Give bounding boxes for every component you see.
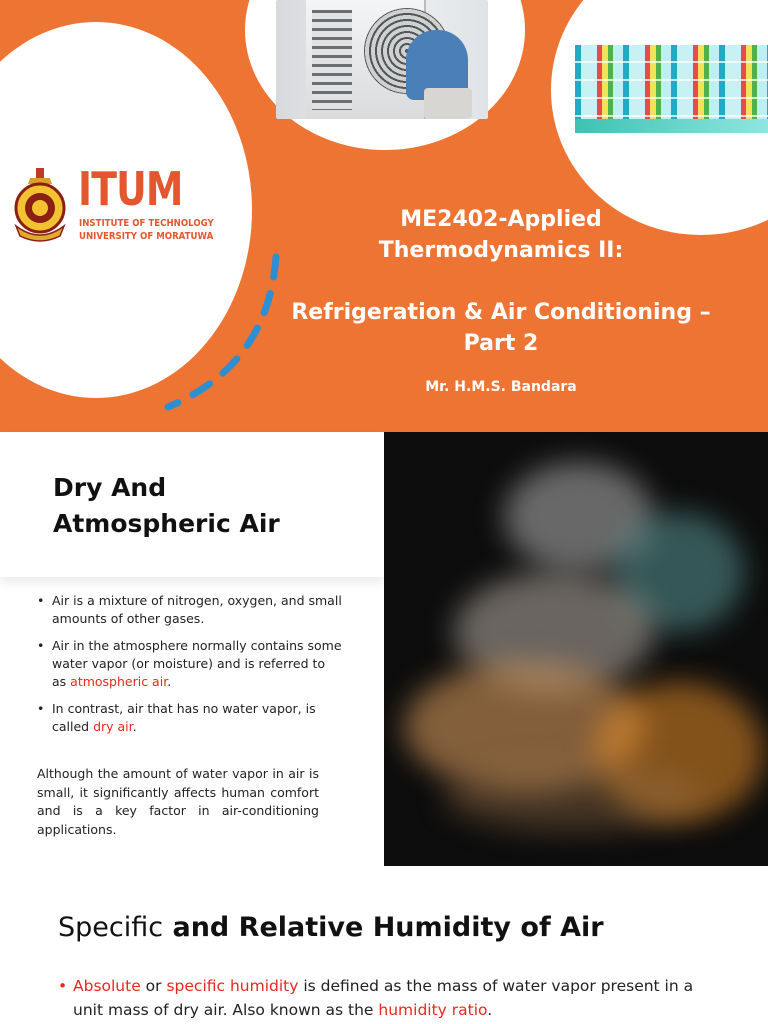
ac-technician-photo bbox=[276, 0, 488, 119]
title-line-3: Refrigeration & Air Conditioning – bbox=[291, 300, 711, 325]
highlight-term: humidity ratio bbox=[378, 1001, 488, 1019]
body-paragraph: Although the amount of water vapor in air is small, it significantly affects human comfort and is a key factor in air-conditioning applications. bbox=[37, 766, 319, 837]
list-item: • Air is a mixture of nitrogen, oxygen, and small amounts of other gases. bbox=[52, 592, 342, 628]
dry-atmospheric-air-slide bbox=[0, 432, 768, 870]
slide-heading: Specific and Relative Humidity of Air bbox=[58, 912, 604, 943]
logo-title: ITUM bbox=[78, 162, 183, 216]
heading-card bbox=[0, 432, 384, 577]
bullet-list bbox=[33, 592, 342, 745]
title-line-1: ME2402-Applied bbox=[400, 207, 602, 232]
highlight-term: Absolute bbox=[73, 977, 141, 995]
list-item: • Air in the atmosphere normally contains some water vapor (or moisture) and is referred to as atmospheric air. bbox=[52, 637, 342, 691]
author-name: Mr. H.M.S. Bandara bbox=[425, 379, 577, 395]
list-item: Absolute or specific humidity is defined as the mass of water vapor present in a unit mass of dry air. Also known as the humidity ratio. bbox=[73, 977, 694, 1019]
highlight-term: specific humidity bbox=[166, 977, 299, 995]
bullet-marker: • bbox=[58, 977, 68, 995]
highlight-term: atmospheric air bbox=[70, 674, 168, 689]
slide-heading: Dry And Atmospheric Air bbox=[53, 473, 280, 538]
logo-subtitle-line1: INSTITUTE OF TECHNOLOGY bbox=[79, 218, 214, 229]
presentation-title bbox=[285, 204, 717, 395]
title-line-2: Thermodynamics II: bbox=[378, 238, 624, 263]
itum-logo bbox=[10, 162, 214, 248]
refrigerator-aisle-photo bbox=[575, 45, 768, 133]
list-item: • In contrast, air that has no water vapor, is called dry air. bbox=[52, 700, 342, 736]
logo-subtitle-line2: UNIVERSITY OF MORATUWA bbox=[79, 231, 214, 242]
university-crest-icon bbox=[12, 168, 68, 244]
title-slide bbox=[0, 0, 768, 432]
decorative-dashed-arc bbox=[150, 245, 290, 425]
title-line-4: Part 2 bbox=[463, 331, 539, 356]
smoke-photo bbox=[384, 432, 768, 866]
humidity-slide bbox=[0, 870, 768, 1024]
highlight-term: dry air bbox=[93, 719, 133, 734]
